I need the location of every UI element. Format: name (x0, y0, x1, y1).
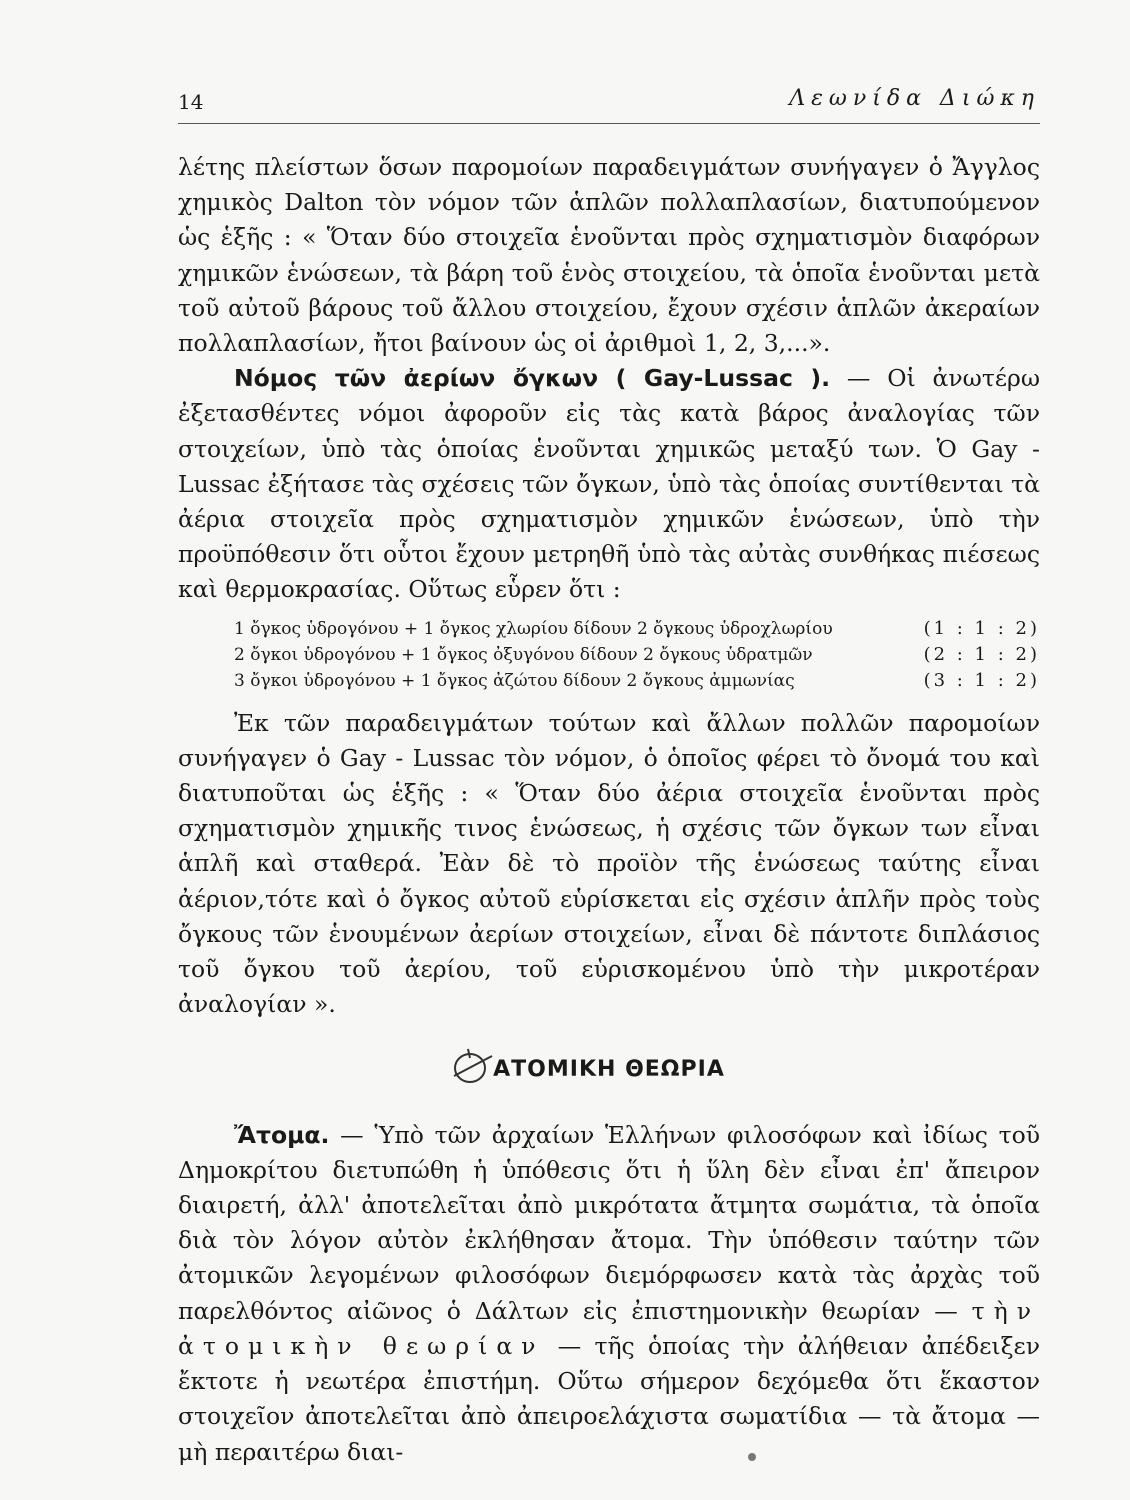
paragraph-dalton-law: λέτης πλείστων ὅσων παρομοίων παραδειγμάτων συνήγαγεν ὁ Ἄγγλος χημικὸς Dalton τὸν νόμον τῶν ἁπλῶν πολλαπλασίων, διατυπούμενον ὡς ἑξῆς : « Ὅταν δύο στοιχεῖα ἑνοῦνται πρὸς σχηματισμὸν διαφόρων χημικῶν ἑνώσεων, τὰ βάρη τοῦ ἑνὸς στοιχείου, τὰ ὁποῖα ἑνοῦνται μετὰ τοῦ αὐτοῦ βάρους τοῦ ἄλλου στοιχείου, ἔχουν σχέσιν ἁπλῶν ἀκεραίων πολλαπλασίων, ἤτοι βαίνουν ὡς οἱ ἀριθμοὶ 1, 2, 3,...». (178, 153, 1040, 358)
page-header (178, 82, 1040, 122)
example-row (234, 616, 1040, 642)
paragraph-gay-lussac-law: Ἐκ τῶν παραδειγμάτων τούτων καὶ ἄλλων πολλῶν παρομοίων συνήγαγεν ὁ Gay - Lussac τὸν νόμον, ὁ ὁποῖος φέρει τὸ ὄνομά του καὶ διατυποῦται ὡς ἑξῆς : « Ὅταν δύο ἀέρια στοιχεῖα ἑνοῦνται πρὸς σχηματισμὸν χημικῆς τινος ἑνώσεως, ἡ σχέσις τῶν ὄγκων των εἶναι ἁπλῆ καὶ σταθερά. Ἐὰν δὲ τὸ προϊὸν τῆς ἑνώσεως ταύτης εἶναι ἀέριον,τότε καὶ ὁ ὄγκος αὐτοῦ εὑρίσκεται εἰς σχέσιν ἁπλῆν πρὸς τοὺς ὄγκους τῶν ἑνουμένων ἀερίων στοιχείων, εἶναι δὲ πάντοτε διπλάσιος τοῦ ὄγκου τοῦ ἀερίου, τοῦ εὑρισκομένου ὑπὸ τὴν μικροτέραν ἀναλογίαν ». (178, 708, 1040, 1019)
paragraph-text: — τῆς ὁποίας τὴν ἀλήθειαν ἀπέδειξεν ἔκτοτε ἡ νεωτέρα ἐπιστήμη. Οὕτω σήμερον δεχόμεθα ὅτι ἕκαστον στοιχεῖον ἀποτελεῖται ἀπὸ ἀπειροελάχιστα σωματίδια — τὰ ἄτομα — μὴ περαιτέρω διαι- (178, 1331, 1040, 1466)
paragraph-atoms (178, 1118, 1040, 1470)
spaced-term: τὴν ἀτομικὴν θεωρίαν (178, 1296, 1040, 1360)
example-ratio: (1 : 1 : 2) (923, 617, 1040, 639)
example-ratio: (3 : 1 : 2) (923, 669, 1040, 691)
ink-smudge-icon (745, 1450, 759, 1464)
paragraph-gay-lussac-intro (178, 361, 1040, 607)
example-text: 3 ὄγκοι ὑδρογόνου + 1 ὄγκος ἀζώτου δίδουν 2 ὄγκους ἀμμωνίας (234, 670, 795, 691)
section-heading-text: ΑΤΟΜΙΚΗ ΘΕΩΡΙΑ (493, 1057, 725, 1083)
pencil-mark-icon (448, 1046, 496, 1090)
paragraph-text: — Ὑπὸ τῶν ἀρχαίων Ἑλλήνων φιλοσόφων καὶ ἰδίως τοῦ Δημοκρίτου διετυπώθη ἡ ὑπόθεσις ὅτι ἡ ὕλη δὲν εἶναι ἐπ' ἄπειρον διαιρετή, ἀλλ' ἀποτελεῖται ἀπὸ μικρότατα ἄτμητα σωμάτια, τὰ ὁποῖα διὰ τὸν λόγον αὐτὸν ἐκλήθησαν ἄτομα. Τὴν ὑπόθεσιν ταύτην τῶν ἀτομικῶν λεγομένων φιλοσόφων διεμόρφωσεν κατὰ τὰς ἀρχὰς τοῦ παρελθόντος αἰῶνος ὁ Δάλτων εἰς ἐπιστημονικὴν θεωρίαν — (178, 1120, 1040, 1325)
page-number: 14 (178, 90, 204, 114)
header-rule (178, 123, 1040, 124)
example-text: 2 ὄγκοι ὑδρογόνου + 1 ὄγκος ὀξυγόνου δίδουν 2 ὄγκους ὑδρατμῶν (234, 644, 813, 665)
section-heading (178, 1052, 1040, 1087)
paragraph-text: — Οἱ ἀνωτέρω ἐξετασθέντες νόμοι ἀφοροῦν εἰς τὰς κατὰ βάρος ἀναλογίας τῶν στοιχείων, ὑπὸ τὰς ὁποίας ἑνοῦνται χημικῶς μεταξύ των. Ὁ Gay - Lussac ἐξήτασε τὰς σχέσεις τῶν ὄγκων, ὑπὸ τὰς ὁποίας συντίθενται τὰ ἀέρια στοιχεῖα πρὸς σχηματισμὸν χημικῶν ἑνώσεων, ὑπὸ τὴν προϋπόθεσιν ὅτι οὗτοι ἔχουν μετρηθῆ ὑπὸ τὰς αὐτὰς συνθήκας πιέσεως καὶ θερμοκρασίας. Οὕτως εὗρεν ὅτι : (178, 364, 1040, 604)
example-row (234, 668, 1040, 694)
running-head: Λεωνίδα Διώκη (789, 86, 1040, 111)
law-title-gay-lussac: Νόμος τῶν ἀερίων ὄγκων ( Gay-Lussac ). (234, 364, 831, 393)
example-ratio: (2 : 1 : 2) (923, 643, 1040, 665)
example-text: 1 ὄγκος ὑδρογόνου + 1 ὄγκος χλωρίου δίδουν 2 ὄγκους ὑδροχλωρίου (234, 618, 833, 639)
volume-examples (234, 616, 1040, 694)
body-text (178, 150, 1040, 1470)
atoms-title: Ἄτομα. (234, 1120, 330, 1149)
example-row (234, 642, 1040, 668)
